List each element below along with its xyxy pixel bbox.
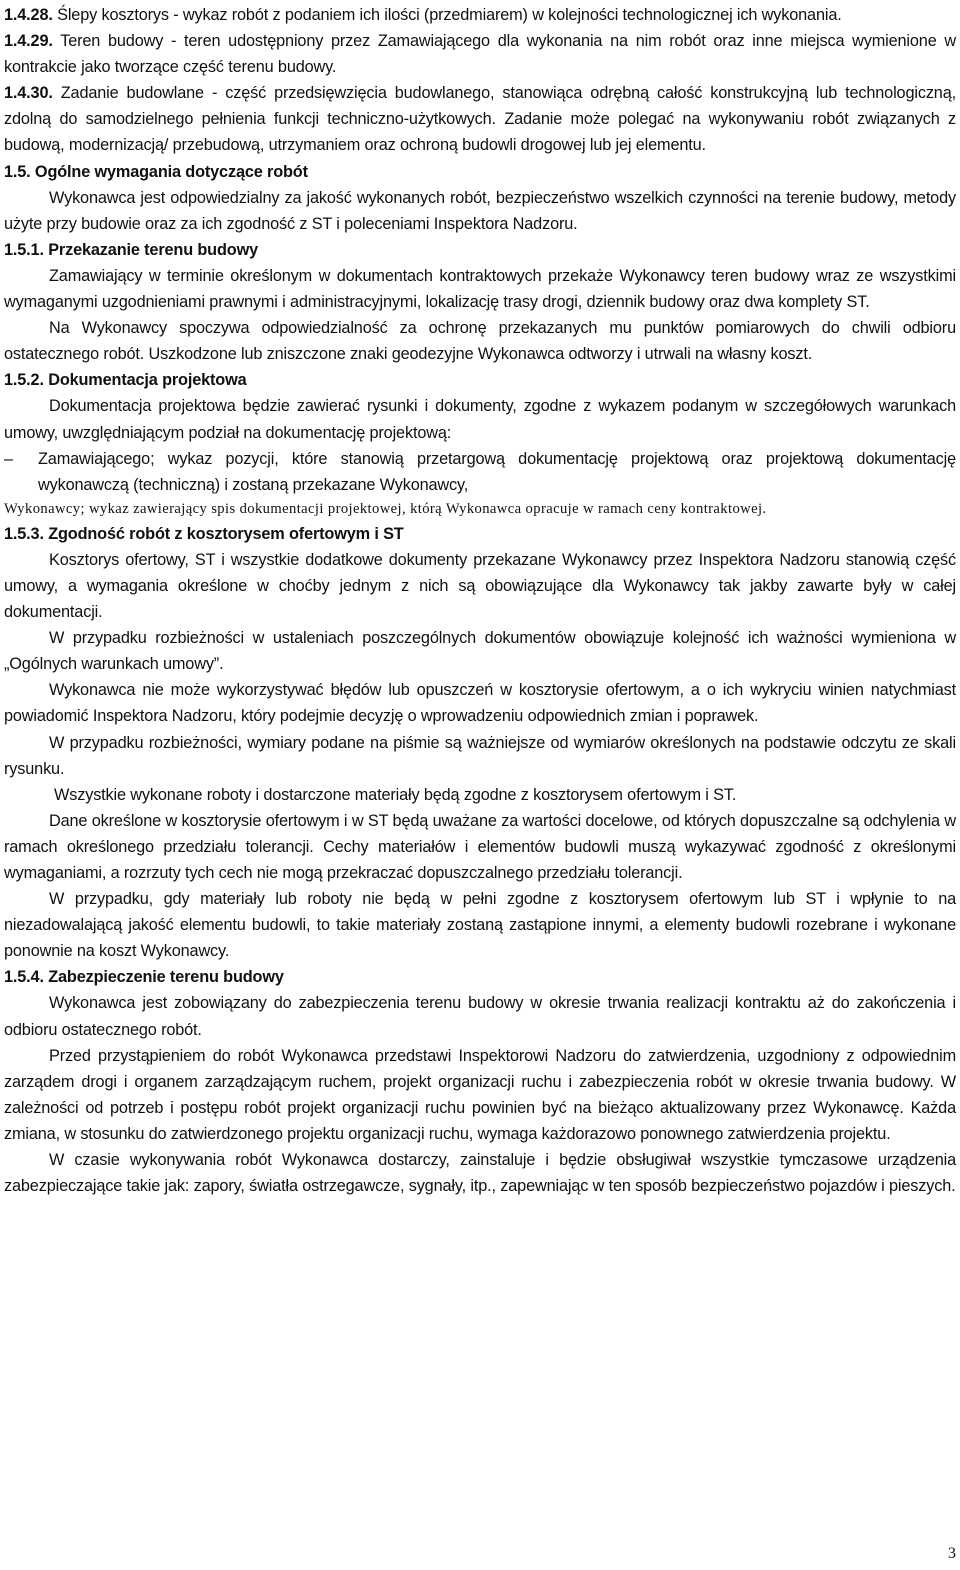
paragraph: Zamawiający w terminie określonym w dokumentach kontraktowych przekaże Wykonawcy teren budowy wraz ze wszystkimi wymaganymi uzgodnieniami prawnymi i administracyjnymi, lokalizację trasy drogi, dziennik budowy oraz dwa komplety ST.: [4, 266, 956, 312]
paragraph: Kosztorys ofertowy, ST i wszystkie dodatkowe dokumenty przekazane Wykonawcy przez Inspektora Nadzoru stanowią część umowy, a wymagania określone w choćby jednym z nich są obowiązujące dla Wykonawcy tak jakby zawarte były w całej dokumentacji.: [4, 550, 956, 622]
definition-1-4-28: [4, 2, 956, 28]
paragraph: Przed przystąpieniem do robót Wykonawca przedstawi Inspektorowi Nadzoru do zatwierdzenia, uzgodniony z odpowiednim zarządem drogi i organem zarządzającym ruchem, projekt organizacji ruchu i zabezpieczenia robót w okresie trwania budowy. W zależności od potrzeb i postępu robót projekt organizacji ruchu powinien być na bieżąco aktualizowany przez Wykonawcę. Każda zmiana, w stosunku do zatwierdzonego projektu organizacji ruchu, wymaga każdorazowo ponownego zatwierdzenia projektu.: [4, 1046, 956, 1143]
paragraph: W przypadku rozbieżności w ustaleniach poszczególnych dokumentów obowiązuje kolejność ich ważności wymieniona w „Ogólnych warunkach umowy”.: [4, 629, 956, 674]
paragraph: Wykonawca nie może wykorzystywać błędów lub opuszczeń w kosztorysie ofertowym, a o ich wykryciu winien natychmiast powiadomić Inspektora Nadzoru, który podejmie decyzję o wprowadzeniu odpowiednich zmian i poprawek.: [4, 681, 956, 726]
section-heading-1-5-4: 1.5.4. Zabezpieczenie terenu budowy: [4, 968, 284, 987]
section-heading-1-5-3: 1.5.3. Zgodność robót z kosztorysem ofertowym i ST: [4, 524, 404, 543]
paragraph: Wykonawca jest odpowiedzialny za jakość wykonanych robót, bezpieczeństwo wszelkich czynności na terenie budowy, metody użyte przy budowie oraz za ich zgodność z ST i poleceniami Inspektora Nadzoru.: [4, 188, 956, 233]
section-heading-1-5-2: 1.5.2. Dokumentacja projektowa: [4, 371, 247, 390]
paragraph-note: Wykonawcy; wykaz zawierający spis dokumentacji projektowej, którą Wykonawca opracuje w ramach ceny kontraktowej.: [4, 500, 767, 517]
definition-text: Zadanie budowlane - część przedsięwzięcia budowlanego, stanowiąca odrębną całość konstrukcyjną lub technologiczną, zdolną do samodzielnego pełnienia funkcji techniczno-użytkowych. Zadanie może polegać na wykonywaniu robót związanych z budową, modernizacją/ przebudową, utrzymaniem oraz ochroną budowli drogowej lub jej elementu.: [4, 84, 956, 155]
list-item: [4, 446, 956, 498]
dash-bullet: –: [4, 449, 13, 468]
paragraph: W przypadku, gdy materiały lub roboty nie będą w pełni zgodne z kosztorysem ofertowym lub ST i wpłynie to na niezadowalającą jakość elementu budowli, to takie materiały zostaną zastąpione innymi, a elementy budowli rozebrane i wykonane ponownie na koszt Wykonawcy.: [4, 890, 956, 961]
paragraph: Wszystkie wykonane roboty i dostarczone materiały będą zgodne z kosztorysem ofertowym i ST.: [54, 785, 737, 804]
definition-1-4-29: [4, 28, 956, 80]
paragraph: Dokumentacja projektowa będzie zawierać rysunki i dokumenty, zgodne z wykazem podanym w szczegółowych warunkach umowy, uwzględniającym podział na dokumentację projektową:: [4, 397, 956, 442]
paragraph: Dane określone w kosztorysie ofertowym i w ST będą uważane za wartości docelowe, od których dopuszczalne są odchylenia w ramach określonego przedziału tolerancji. Cechy materiałów i elementów budowli muszą wykazywać zgodność z określonymi wymaganiami, a rozrzuty tych cech nie mogą przekraczać dopuszczalnego przedziału tolerancji.: [4, 811, 956, 882]
section-heading-1-5: 1.5. Ogólne wymagania dotyczące robót: [4, 162, 308, 181]
section-heading-1-5-1: 1.5.1. Przekazanie terenu budowy: [4, 240, 258, 259]
paragraph: W przypadku rozbieżności, wymiary podane na piśmie są ważniejsze od wymiarów określonych na podstawie odczytu ze skali rysunku.: [4, 733, 956, 778]
page-number: 3: [948, 1545, 956, 1562]
paragraph: Wykonawca jest zobowiązany do zabezpieczenia terenu budowy w okresie trwania realizacji kontraktu aż do zakończenia i odbioru ostatecznego robót.: [4, 994, 956, 1039]
definition-text: Teren budowy - teren udostępniony przez Zamawiającego dla wykonania na nim robót oraz inne miejsca wymienione w kontrakcie jako tworzące część terenu budowy.: [4, 32, 956, 77]
list-item-text: Zamawiającego; wykaz pozycji, które stanowią przetargową dokumentację projektową oraz projektową dokumentację wykonawczą (techniczną) i zostaną przekazane Wykonawcy,: [38, 449, 956, 494]
definition-1-4-30: [4, 80, 956, 158]
section-number: 1.4.28.: [4, 6, 53, 24]
section-number: 1.4.29.: [4, 32, 53, 51]
definition-text: Ślepy kosztorys - wykaz robót z podaniem ich ilości (przedmiarem) w kolejności technologicznej ich wykonania.: [57, 6, 842, 24]
paragraph: W czasie wykonywania robót Wykonawca dostarczy, zainstaluje i będzie obsługiwał wszystkie tymczasowe urządzenia zabezpieczające takie jak: zapory, światła ostrzegawcze, sygnały, itp., zapewniając w ten sposób bezpieczeństwo pojazdów i pieszych.: [4, 1151, 956, 1196]
paragraph: Na Wykonawcy spoczywa odpowiedzialność za ochronę przekazanych mu punktów pomiarowych do chwili odbioru ostatecznego robót. Uszkodzone lub zniszczone znaki geodezyjne Wykonawca odtworzy i utrwali na własny koszt.: [4, 319, 956, 364]
document-page: [4, 2, 956, 1199]
section-number: 1.4.30.: [4, 84, 53, 103]
